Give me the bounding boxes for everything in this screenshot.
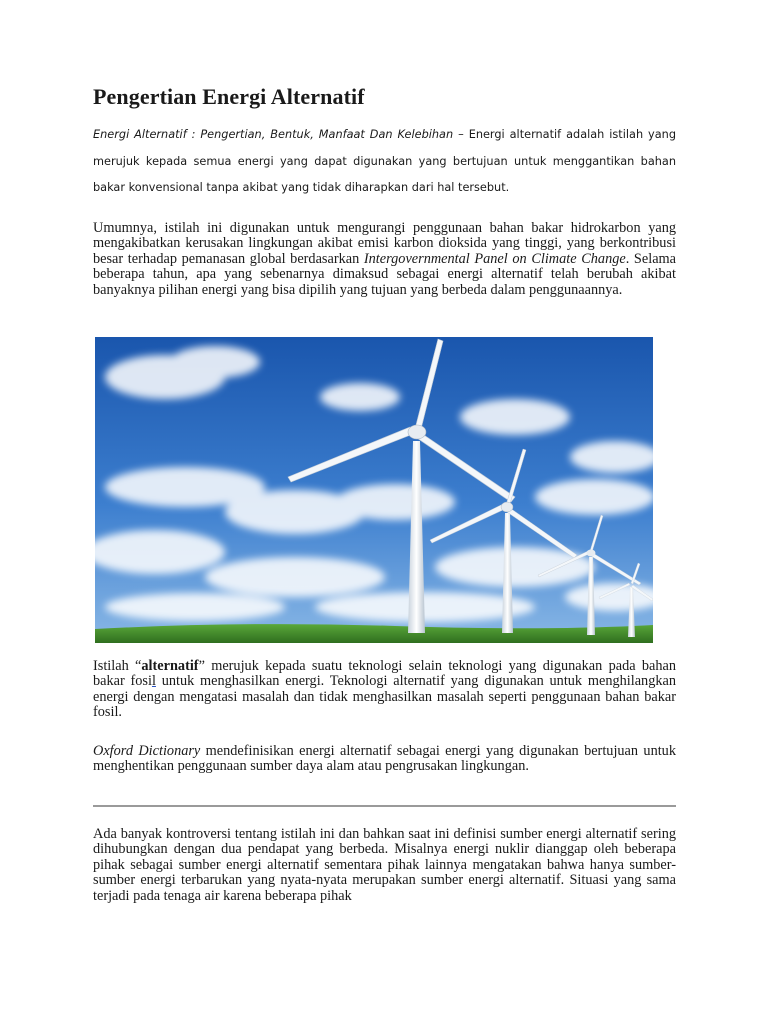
paragraph-2-rest: untuk menghasilkan energi. Teknologi alternatif yang digunakan untuk menghilangkan energi dengan mengatasi masalah dan tidak menghasilkan masalah seperti penggunaan bahan bakar fosil. <box>93 673 676 721</box>
intro-dash: – <box>453 128 469 141</box>
section-divider <box>93 805 676 807</box>
paragraph-2-text: Istilah “ <box>93 658 142 674</box>
oxford-dictionary: Oxford Dictionary <box>93 743 201 759</box>
intro-text: Energi alternatif adalah istilah yang merujuk kepada semua energi yang dapat digunakan yang bertujuan untuk menggantikan bahan bakar konvensional tanpa akibat yang tidak diharapkan dari hal tersebut. <box>93 128 676 194</box>
page-title: Pengertian Energi Alternatif <box>93 84 365 109</box>
paragraph-4: Ada banyak kontroversi tentang istilah ini dan bahkan saat ini definisi sumber energi alternatif sering dihubungkan dengan dua pendapat yang berbeda. Misalnya energi nuklir dianggap oleh beberapa pihak sebagai sumber energi alternatif sementara pihak lainnya mengatakan bahwa hanya sumber-sumber energi terbarukan yang nyata-nyata merupakan sumber energi alternatif. Situasi yang sama terjadi pada tenaga air karena beberapa pihak <box>93 826 676 904</box>
paragraph-1-text: Umumnya, istilah ini digunakan untuk mengurangi penggunaan bahan bakar hidrokarbon yang mengakibatkan kerusakan lingkungan akibat emisi karbon dioksida yang tinggi, yang berkontribusi besar terhadap pemanasan global berdasarkan <box>93 220 676 267</box>
paragraph-1-rest: . Selama beberapa tahun, apa yang sebenarnya dimaksud sebagai energi alternatif telah berubah akibat banyaknya pilihan energi yang bisa dipilih yang tujuan yang berbeda dalam penggunaannya. <box>93 250 677 298</box>
spellcheck-underline: l <box>151 673 156 690</box>
paragraph-3 <box>93 744 676 775</box>
paragraph-1 <box>93 221 676 298</box>
term-alternatif: alternatif <box>141 658 199 674</box>
wind-turbines-photo <box>95 337 653 643</box>
ipcc-reference: Intergovernmental Panel on Climate Change <box>363 250 626 267</box>
wind-turbines-icon <box>95 337 653 643</box>
intro-lead: Energi Alternatif : Pengertian, Bentuk, Manfaat Dan Kelebihan <box>93 128 454 141</box>
paragraph-2 <box>93 659 676 721</box>
intro-paragraph <box>93 122 676 202</box>
paragraph-2-mid: ” merujuk kepada suatu teknologi selain teknologi yang digunakan pada bahan bakar fosi <box>93 658 676 690</box>
paragraph-3-text: mendefinisikan energi alternatif sebagai energi yang digunakan bertujuan untuk menghentikan penggunaan sumber daya alam atau pengrusakan lingkungan. <box>93 743 676 775</box>
